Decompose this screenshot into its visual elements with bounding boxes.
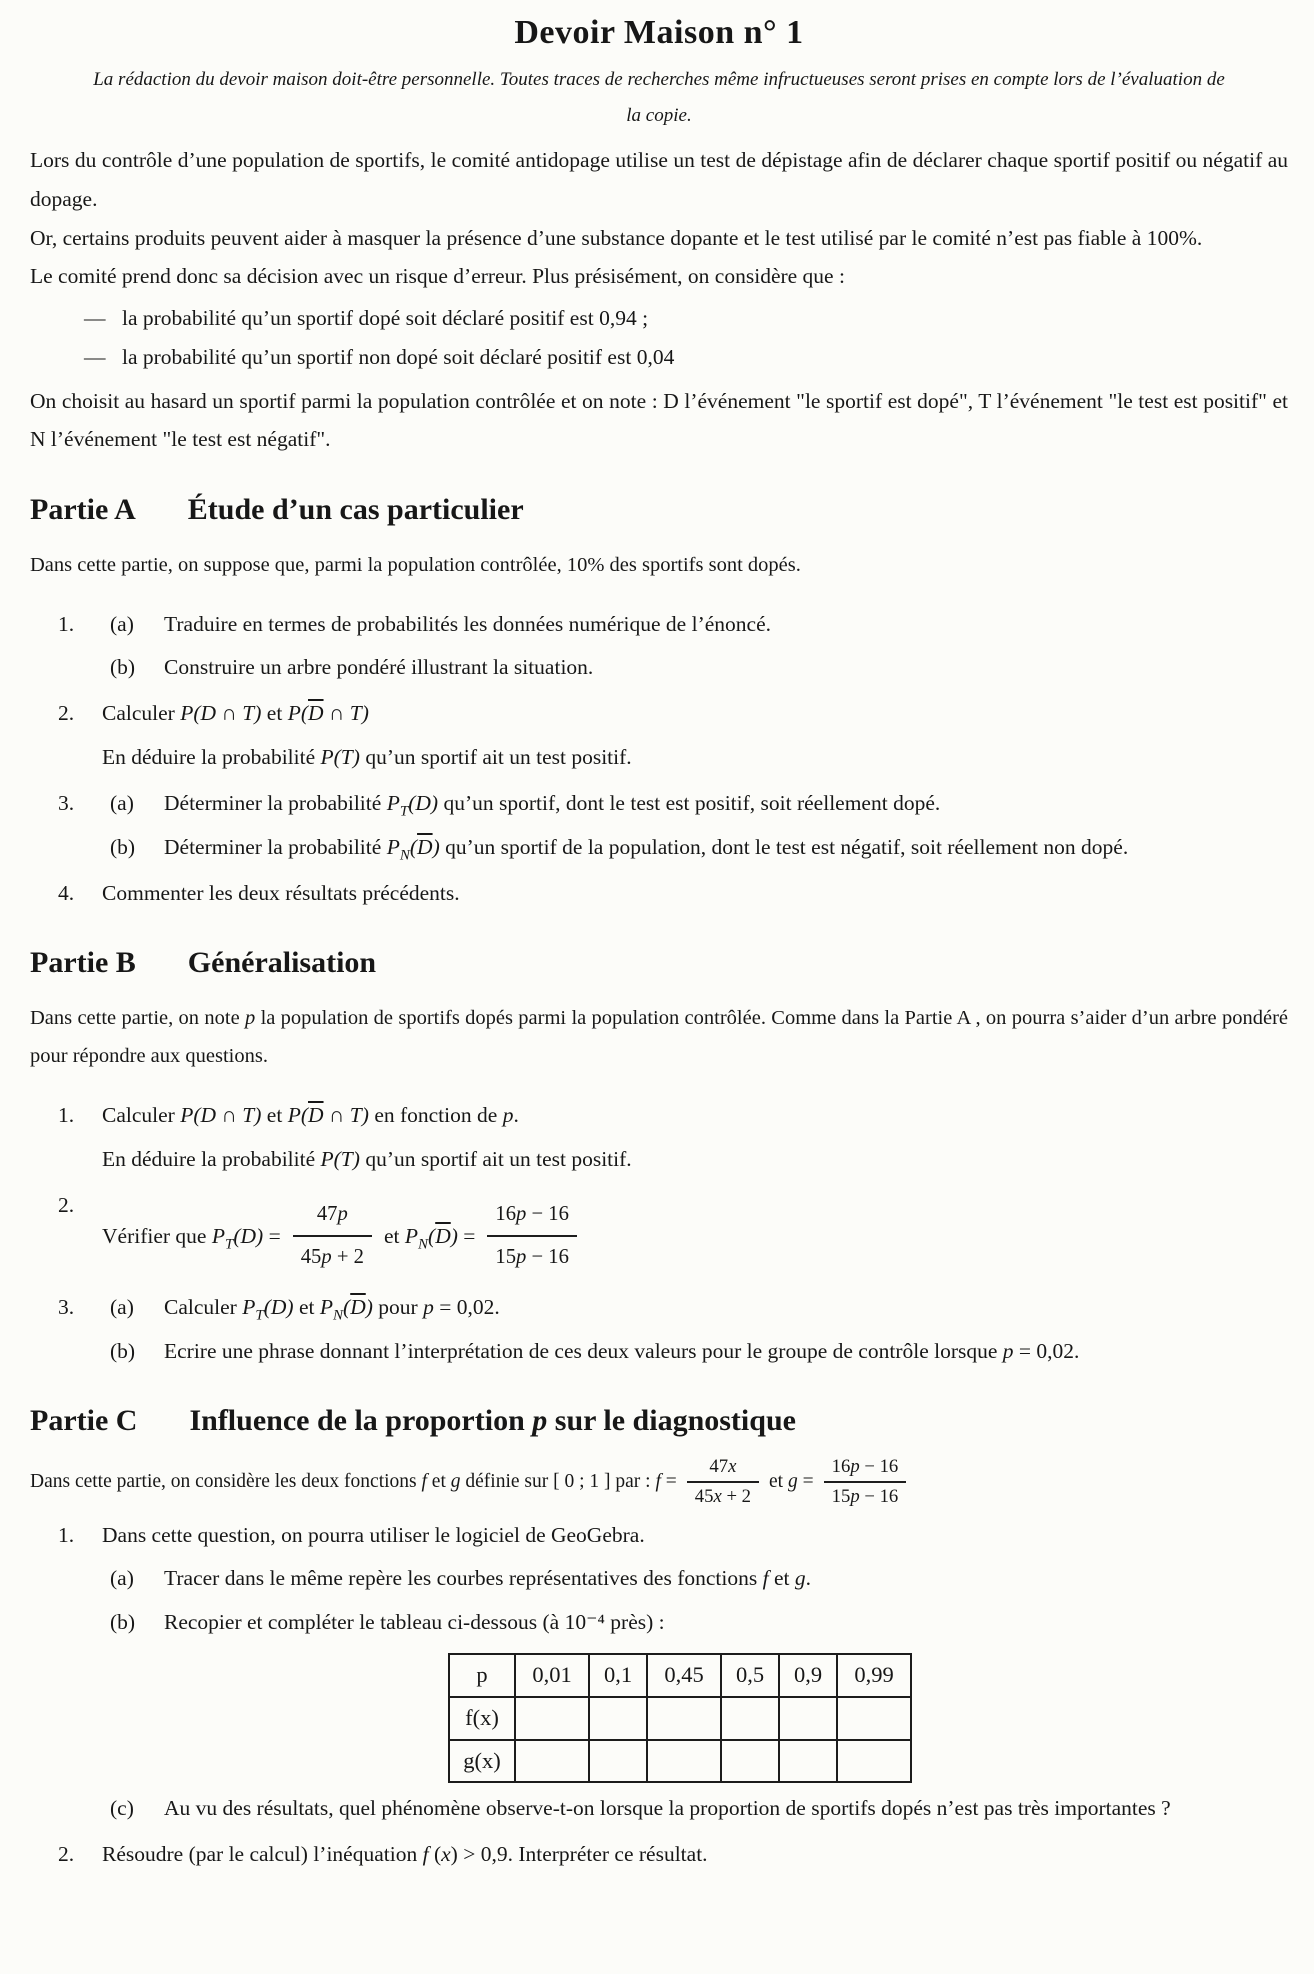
question-number: 3. (58, 791, 75, 816)
part-c-question-1 (30, 1517, 1288, 1828)
table-row-fx (449, 1697, 911, 1740)
fraction-numerator: 47p (316, 1202, 348, 1225)
subitem-c (102, 1790, 1288, 1827)
table-cell (647, 1697, 721, 1740)
table-cell (589, 1740, 647, 1783)
intro-formula-middle: et g = (769, 1470, 814, 1492)
table-header-01: 0,1 (589, 1654, 647, 1697)
fraction-denominator: 15p − 16 (824, 1481, 907, 1508)
table-header-05: 0,5 (721, 1654, 779, 1697)
dash-icon: — (84, 305, 106, 330)
subitem-b (102, 829, 1288, 866)
subitem-text: Déterminer la probabilité $P_T(D)$ qu’un sportif, dont le test est positif, soit réellement dopé. (164, 791, 941, 820)
question-number: 1. (58, 1522, 75, 1547)
fraction-denominator: 45p + 2 (293, 1235, 372, 1276)
part-c-label: Partie C (30, 1403, 138, 1437)
fraction-numerator: 16p − 16 (831, 1455, 899, 1477)
table-cell (779, 1697, 837, 1740)
table-cell (837, 1740, 911, 1783)
question-number: 2. (58, 1192, 75, 1217)
formula-middle: et $P_N(\overline{D})$ = (383, 1223, 476, 1252)
intro-paragraph-1: Lors du contrôle d’une population de sportifs, le comité antidopage utilise un test de dépistage afin de déclarer chaque sportif positif ou négatif au dopage. (30, 148, 1288, 211)
intro-paragraph-4: On choisit au hasard un sportif parmi la population contrôlée et on note : D l’événement "le sportif est dopé", T l’événement "le test est positif" et N l’événement "le test est négatif". (30, 388, 1288, 452)
question-body: Résoudre (par le calcul) l’inéquation f (x) > 0,9. Interpréter ce résultat. (102, 1842, 708, 1867)
subitem-text: Au vu des résultats, quel phénomène observe-t-on lorsque la proportion de sportifs dopés n’est pas très importantes ? (164, 1796, 1171, 1821)
subitem-label: (c) (110, 1796, 134, 1821)
formula-prefix: Vérifier que $P_T(D)$ = (102, 1223, 281, 1252)
subitem-a (102, 606, 1288, 643)
part-b-question-2 (30, 1187, 1288, 1280)
part-a-question-3 (30, 785, 1288, 866)
table-cell (589, 1697, 647, 1740)
intro-paragraph-3: Le comité prend donc sa décision avec un risque d’erreur. Plus présisément, on considère que : (30, 264, 845, 289)
question-body (102, 1289, 1288, 1370)
question-line-2: En déduire la probabilité P(T) qu’un sportif ait un test positif. (102, 745, 632, 770)
subitem-text: Construire un arbre pondéré illustrant la situation. (164, 655, 594, 680)
question-number: 2. (58, 701, 75, 726)
question-number: 1. (58, 1102, 75, 1127)
question-body (102, 1097, 1288, 1178)
question-number: 4. (58, 881, 75, 906)
subitem-b (102, 1333, 1288, 1370)
part-a-question-4 (30, 875, 1288, 912)
question-body (102, 695, 1288, 776)
table-cell (837, 1697, 911, 1740)
part-a-question-1 (30, 606, 1288, 687)
intro-paragraph-2: Or, certains produits peuvent aider à masquer la présence d’une substance dopante et le test utilisé par le comité n’est pas fiable à 100%. (30, 225, 1203, 250)
question-body (102, 606, 1288, 687)
table-cell (721, 1697, 779, 1740)
question-number: 3. (58, 1294, 75, 1319)
subitem-label: (a) (110, 791, 134, 816)
part-b-heading (30, 946, 1288, 980)
part-b-question-1 (30, 1097, 1288, 1178)
question-number: 2. (58, 1842, 75, 1867)
subitem-a (102, 785, 1288, 822)
subitem-label: (b) (110, 835, 136, 860)
subitem-text: Déterminer la probabilité $P_N(\overline{D})$ qu’un sportif de la population, dont le test est négatif, soit réellement non dopé. (164, 835, 1129, 864)
table-row-gx (449, 1740, 911, 1783)
question-line-1: Calculer P(D ∩ T) et $P(\overline{D}$ ∩ T) (102, 701, 369, 726)
page-title: Devoir Maison n° 1 (514, 14, 804, 51)
fraction-denominator: 45x + 2 (687, 1481, 759, 1508)
fraction-g (824, 1456, 907, 1508)
question-line-2: En déduire la probabilité P(T) qu’un sportif ait un test positif. (102, 1146, 632, 1171)
bullet-item-2 (30, 340, 1288, 374)
table-row-label: f(x) (449, 1697, 515, 1740)
question-body (102, 1517, 1288, 1828)
part-c-heading (30, 1404, 1288, 1438)
question-body (102, 785, 1288, 866)
subitem-label: (a) (110, 1294, 134, 1319)
part-c-intro (30, 1456, 1288, 1508)
question-body (102, 1197, 1288, 1276)
fraction-denominator: 15p − 16 (487, 1235, 577, 1276)
table-cell (779, 1740, 837, 1783)
instructions-note (30, 62, 1288, 134)
subitem-text: Ecrire une phrase donnant l’interprétation de ces deux valeurs pour le groupe de contrôle lorsque p = 0,02. (164, 1338, 1080, 1363)
fraction-numerator: 47x (709, 1455, 737, 1477)
subitem-text: Traduire en termes de probabilités les données numérique de l’énoncé. (164, 611, 771, 636)
subitem-label: (a) (110, 1566, 134, 1591)
table-header-row (449, 1654, 911, 1697)
part-a-label: Partie A (30, 493, 136, 527)
fraction-numerator: 16p − 16 (495, 1202, 569, 1225)
fraction-f (687, 1456, 759, 1508)
note-line-1: La rédaction du devoir maison doit-être personnelle. Toutes traces de recherches même infructueuses seront prises en compte lors de l’évaluation de (93, 69, 1225, 90)
part-b-label: Partie B (30, 946, 136, 980)
table-header-045: 0,45 (647, 1654, 721, 1697)
subitem-a (102, 1560, 1288, 1597)
part-c-question-2 (30, 1836, 1288, 1873)
part-b-intro: Dans cette partie, on note p la population de sportifs dopés parmi la population contrôlée. Comme dans la Partie A , on pourra s’aider d’un arbre pondéré pour répondre aux questions. (30, 1007, 1289, 1068)
table-header-099: 0,99 (837, 1654, 911, 1697)
subitem-label: (a) (110, 611, 134, 636)
subitem-b (102, 1604, 1288, 1641)
question-line-1: Dans cette question, on pourra utiliser le logiciel de GeoGebra. (102, 1522, 645, 1547)
intro-formula-prefix: Dans cette partie, on considère les deux fonctions f et g définie sur [ 0 ; 1 ] par : f = (30, 1470, 677, 1492)
part-b-title: Généralisation (187, 946, 377, 980)
question-line-1: Calculer P(D ∩ T) et $P(\overline{D}$ ∩ T) en fonction de p. (102, 1102, 519, 1127)
table-cell (515, 1740, 589, 1783)
fraction-ptd (293, 1197, 372, 1276)
table-header-09: 0,9 (779, 1654, 837, 1697)
subitem-text: Recopier et compléter le tableau ci-dessous (à 10⁻⁴ près) : (164, 1610, 665, 1635)
part-a-title: Étude d’un cas particulier (187, 493, 524, 527)
bullet-text-1: la probabilité qu’un sportif dopé soit déclaré positif est 0,94 ; (122, 305, 649, 330)
subitem-label: (b) (110, 1338, 136, 1363)
table-cell (515, 1697, 589, 1740)
part-a-question-2 (30, 695, 1288, 776)
note-line-2: la copie. (626, 105, 692, 127)
part-a-heading (30, 493, 1288, 527)
bullet-item-1 (30, 301, 1288, 335)
question-body: Commenter les deux résultats précédents. (102, 881, 460, 906)
part-a-intro: Dans cette partie, on suppose que, parmi la population contrôlée, 10% des sportifs sont dopés. (30, 554, 801, 577)
table-cell (721, 1740, 779, 1783)
subitem-b (102, 649, 1288, 686)
values-table (448, 1653, 912, 1783)
table-cell (647, 1740, 721, 1783)
table-row-label: g(x) (449, 1740, 515, 1783)
subitem-label: (b) (110, 655, 136, 680)
subitem-text: Tracer dans le même repère les courbes représentatives des fonctions f et g. (164, 1566, 811, 1591)
subitem-a (102, 1289, 1288, 1326)
bullet-text-2: la probabilité qu’un sportif non dopé soit déclaré positif est 0,04 (122, 345, 675, 370)
subitem-text: Calculer $P_T(D)$ et $P_N(\overline{D})$ pour p = 0,02. (164, 1294, 500, 1323)
subitem-label: (b) (110, 1610, 136, 1635)
question-number: 1. (58, 611, 75, 636)
table-header-001: 0,01 (515, 1654, 589, 1697)
part-b-question-3 (30, 1289, 1288, 1370)
table-header-p: p (449, 1654, 515, 1697)
fraction-pnd (487, 1197, 577, 1276)
part-c-title: Influence de la proportion p sur le diagnostique (189, 1403, 796, 1437)
dash-icon: — (84, 345, 106, 370)
